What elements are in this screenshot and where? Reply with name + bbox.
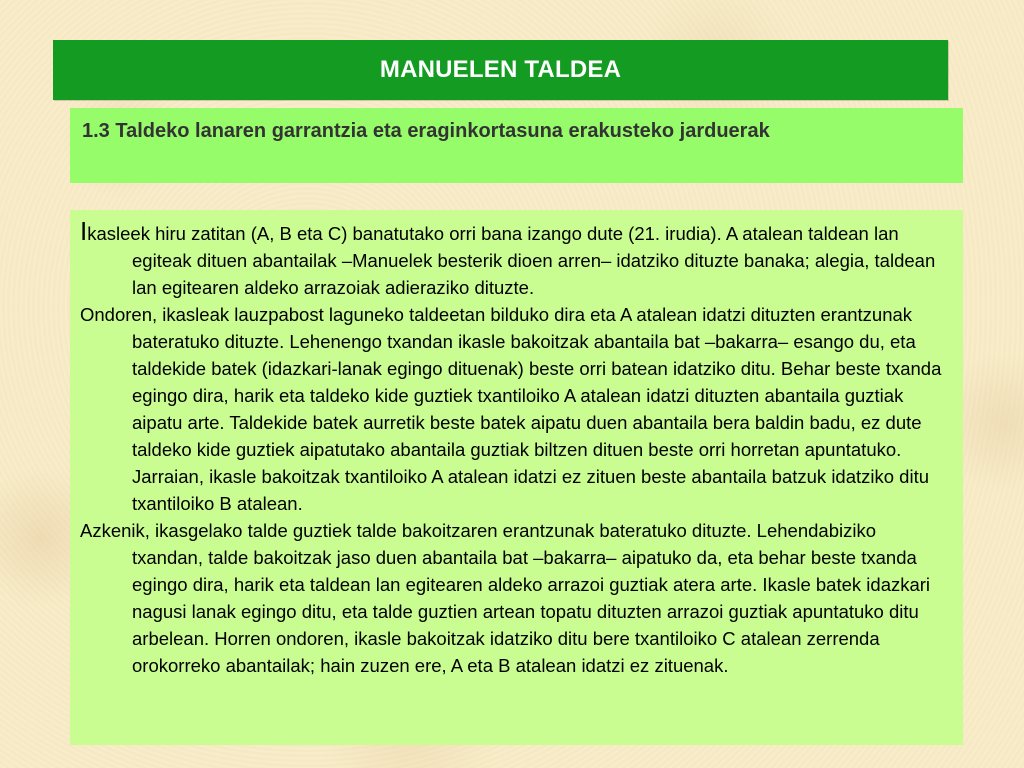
body-text-box [70,210,963,745]
paragraph-2: Ondoren, ikasleak lauzpabost laguneko taldeetan bilduko dira eta A atalean idatzi dituzten erantzunak bateratuko dituzte. Lehenengo txandan ikasle bakoitzak abantaila bat –bakarra– esango du, eta taldekide batek (idazkari-lanak egingo dituenak) beste orri batean idatziko ditu. Behar beste txanda egingo dira, harik eta taldeko kide guztiek txantiloiko A atalean idatzi dituzten abantaila guztiak aipatu arte. Taldekide batek aurretik beste batek aipatu duen abantaila bera baldin badu, ez dute taldeko kide guztiek aipatutako abantaila guztiak biltzen dituen beste orri horretan apuntatuko. Jarraian, ikasle bakoitzak txantiloiko A atalean idatzi ez zituen beste abantaila batzuk idatziko ditu txantiloiko B atalean. [80,304,942,514]
paragraph-1 [80,218,951,301]
title-bar [53,40,948,100]
paragraph-1-text: kasleek hiru zatitan (A, B eta C) banatutako orri bana izango dute (21. irudia). A atalean taldean lan egiteak dituen abantailak –Manuelek besterik dioen arren– idatziko dituzte banaka; alegia, taldean lan egitearen aldeko arrazoiak adieraziko dituzte. [87,223,936,298]
subtitle-box [70,108,963,183]
paragraph-1-first-letter: I [80,216,88,246]
section-heading: 1.3 Taldeko lanaren garrantzia eta eraginkortasuna erakusteko jarduerak [82,120,770,142]
paragraph-3: Azkenik, ikasgelako talde guztiek talde bakoitzaren erantzunak bateratuko dituzte. Lehendabiziko txandan, talde bakoitzak jaso duen abantaila bat –bakarra– aipatuko da, eta behar beste txanda egingo dira, harik eta taldean lan egitearen aldeko arrazoi guztiak atera arte. Ikasle batek idazkari nagusi lanak egingo ditu, eta talde guztien artean topatu dituzten arrazoi guztiak apuntatuko ditu arbelean. Horren ondoren, ikasle bakoitzak idatziko ditu bere txantiloiko C atalean zerrenda orokorreko abantailak; hain zuzen ere, A eta B atalean idatzi ez zituenak. [80,520,931,676]
slide-title: MANUELEN TALDEA [379,56,622,83]
